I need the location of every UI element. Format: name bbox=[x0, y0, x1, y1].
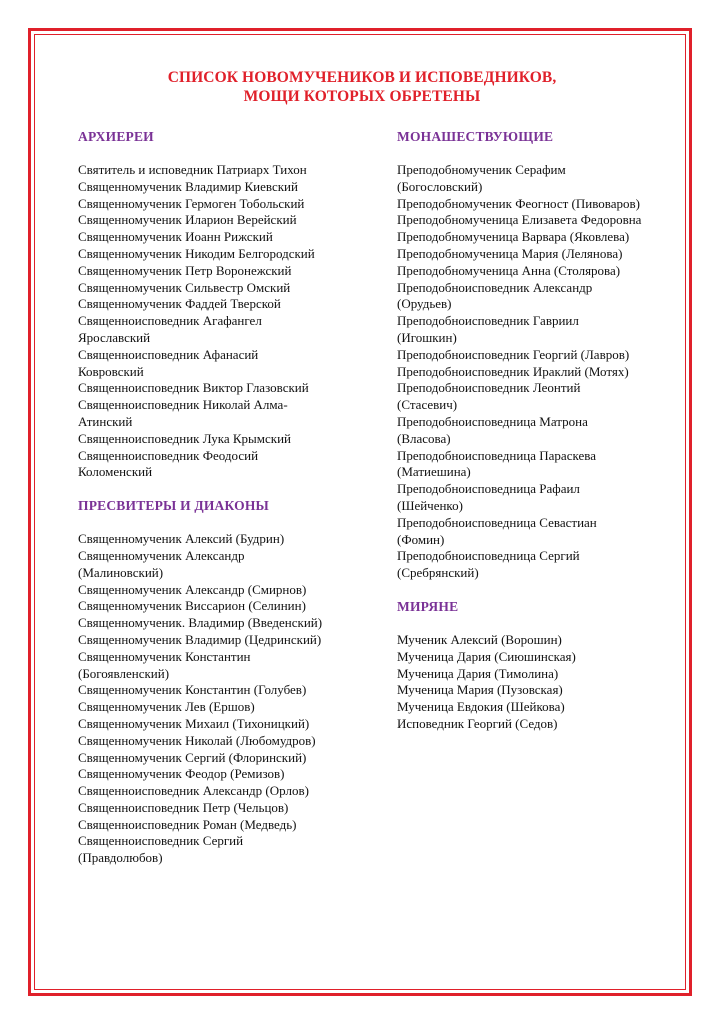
list-item-line: Священномученик. Владимир (Введенский) bbox=[78, 615, 323, 631]
list-item bbox=[78, 162, 378, 179]
list-item-line: (Игошкин) bbox=[397, 329, 457, 345]
list-item-line: Мученик Алексий (Ворошин) bbox=[397, 631, 562, 647]
list-item-line: (Богословский) bbox=[397, 178, 483, 194]
page-title-line-1: СПИСОК НОВОМУЧЕНИКОВ И ИСПОВЕДНИКОВ, bbox=[167, 69, 557, 86]
list-item bbox=[397, 649, 687, 666]
list-item-line: Мученица Мария (Пузовская) bbox=[397, 682, 563, 698]
list-item bbox=[78, 431, 378, 448]
section-heading-monastics: МОНАШЕСТВУЮЩИЕ bbox=[397, 129, 554, 144]
list-item-line: (Богоявленский) bbox=[78, 665, 170, 681]
list-item-line: Атинский bbox=[78, 413, 133, 429]
list-item bbox=[78, 263, 378, 280]
list-item bbox=[78, 800, 378, 817]
list-item bbox=[78, 229, 378, 246]
list-item bbox=[397, 515, 687, 549]
right-column bbox=[397, 128, 687, 749]
list-item bbox=[397, 196, 687, 213]
list-item-line: Священноисповедник Роман (Медведь) bbox=[78, 816, 297, 832]
list-item-line: (Правдолюбов) bbox=[78, 850, 163, 866]
list-item-line: Священномученик Феодор (Ремизов) bbox=[78, 766, 285, 782]
left-column bbox=[78, 128, 378, 883]
list-item bbox=[78, 548, 378, 582]
list-item bbox=[78, 615, 378, 632]
list-item-line: Священномученик Гермоген Тобольский bbox=[78, 195, 305, 211]
list-item-line: Священномученик Владимир (Цедринский) bbox=[78, 631, 322, 647]
section-heading-presbyters: ПРЕСВИТЕРЫ И ДИАКОНЫ bbox=[78, 498, 270, 514]
list-monastics bbox=[397, 162, 687, 582]
list-item-line: (Шейченко) bbox=[397, 497, 463, 513]
list-item-line: (Стасевич) bbox=[397, 397, 458, 413]
list-item-line: Священномученик Фаддей Тверской bbox=[78, 296, 281, 312]
list-item bbox=[397, 229, 687, 246]
list-archiereys bbox=[78, 162, 378, 481]
list-item bbox=[78, 750, 378, 767]
list-item-line: Преподобномученик Серафим bbox=[397, 162, 566, 177]
list-item bbox=[78, 733, 378, 750]
list-item bbox=[397, 246, 687, 263]
list-item bbox=[397, 347, 687, 364]
list-item-line: Преподобноисповедница Рафаил bbox=[397, 481, 580, 497]
list-item-line: Священномученик Александр bbox=[78, 547, 245, 563]
list-item-line: Священномученик Иларион Верейский bbox=[78, 212, 297, 228]
list-item-line: Священноисповедник Феодосий bbox=[78, 447, 259, 463]
list-item-line: (Орудьев) bbox=[397, 296, 452, 312]
list-item bbox=[397, 716, 687, 733]
list-item bbox=[397, 481, 687, 515]
list-item-line: Священномученик Владимир Киевский bbox=[78, 178, 298, 194]
list-item bbox=[78, 699, 378, 716]
list-item bbox=[78, 531, 378, 548]
list-item-line: Исповедник Георгий (Седов) bbox=[397, 715, 558, 731]
list-item bbox=[397, 632, 687, 649]
list-item-line: Преподобноисповедница Матрона bbox=[397, 413, 588, 429]
list-item bbox=[78, 397, 378, 431]
list-item-line: Преподобномученица Мария (Лелянова) bbox=[397, 245, 623, 261]
list-item bbox=[78, 380, 378, 397]
list-item bbox=[78, 296, 378, 313]
list-item-line: Священномученик Никодим Белгородский bbox=[78, 245, 315, 261]
list-item-line: Священномученик Сильвестр Омский bbox=[78, 279, 291, 295]
list-item bbox=[397, 666, 687, 683]
list-item bbox=[397, 414, 687, 448]
list-item-line: Мученица Евдокия (Шейкова) bbox=[397, 699, 565, 715]
list-item bbox=[78, 313, 378, 347]
list-item-line: (Фомин) bbox=[397, 531, 445, 547]
list-item-line: Священномученик Алексий (Будрин) bbox=[78, 531, 285, 547]
list-item-line: Священномученик Константин bbox=[78, 648, 251, 664]
page-title-line-2: МОЩИ КОТОРЫХ ОБРЕТЕНЫ bbox=[243, 88, 481, 105]
list-item bbox=[78, 598, 378, 615]
list-item bbox=[397, 699, 687, 716]
list-item-line: Священномученик Виссарион (Селинин) bbox=[78, 598, 306, 614]
list-item-line: Священноисповедник Петр (Чельцов) bbox=[78, 799, 289, 815]
list-item-line: Коломенский bbox=[78, 464, 153, 480]
list-item-line: Святитель и исповедник Патриарх Тихон bbox=[78, 162, 307, 177]
list-item-line: Преподобномученица Варвара (Яковлева) bbox=[397, 229, 630, 245]
list-item-line: Священномученик Сергий (Флоринский) bbox=[78, 749, 307, 765]
list-item bbox=[78, 716, 378, 733]
list-item-line: Мученица Дария (Сиюшинская) bbox=[397, 648, 576, 664]
list-item-line: Священномученик Михаил (Тихоницкий) bbox=[78, 715, 310, 731]
list-item bbox=[78, 280, 378, 297]
list-item-line: Священноисповедник Лука Крымский bbox=[78, 430, 292, 446]
list-item bbox=[397, 448, 687, 482]
list-item bbox=[78, 833, 378, 867]
list-item-line: Священноисповедник Афанасий bbox=[78, 346, 259, 362]
list-item-line: Преподобноисповедник Георгий (Лавров) bbox=[397, 346, 630, 362]
list-item-line: Священноисповедник Николай Алма- bbox=[78, 397, 288, 413]
list-item-line: (Малиновский) bbox=[78, 564, 164, 580]
list-item bbox=[78, 582, 378, 599]
list-item-line: Преподобномученик Феогност (Пивоваров) bbox=[397, 195, 640, 211]
list-item-line: Священномученик Александр (Смирнов) bbox=[78, 581, 307, 597]
list-item-line: Священноисповедник Агафангел bbox=[78, 313, 262, 329]
list-item bbox=[78, 783, 378, 800]
list-item-line: Преподобноисповедник Ираклий (Мотях) bbox=[397, 363, 629, 379]
list-item bbox=[78, 649, 378, 683]
list-item-line: Преподобноисповедница Сергий bbox=[397, 548, 580, 564]
list-item-line: Священномученик Николай (Любомудров) bbox=[78, 732, 316, 748]
list-item-line: Священноисповедник Виктор Глазовский bbox=[78, 380, 309, 396]
list-presbyters bbox=[78, 531, 378, 867]
list-item bbox=[397, 162, 687, 196]
list-item bbox=[78, 196, 378, 213]
list-item bbox=[397, 263, 687, 280]
list-item bbox=[397, 313, 687, 347]
list-item bbox=[78, 817, 378, 834]
list-item-line: Священномученик Константин (Голубев) bbox=[78, 682, 307, 698]
list-item-line: Священноисповедник Александр (Орлов) bbox=[78, 783, 309, 799]
page-title bbox=[40, 68, 684, 106]
list-item bbox=[397, 380, 687, 414]
section-heading-archiereys: АРХИЕРЕИ bbox=[78, 129, 154, 144]
list-item bbox=[397, 280, 687, 314]
list-item-line: Преподобноисповедница Параскева bbox=[397, 447, 596, 463]
list-item bbox=[78, 632, 378, 649]
list-item bbox=[78, 682, 378, 699]
list-item bbox=[78, 347, 378, 381]
list-item-line: Преподобноисповедник Гавриил bbox=[397, 313, 579, 329]
list-item-line: Мученица Дария (Тимолина) bbox=[397, 665, 559, 681]
list-item-line: (Сребрянский) bbox=[397, 565, 479, 581]
list-item-line: Ковровский bbox=[78, 363, 144, 379]
list-item-line: (Матиешина) bbox=[397, 464, 471, 480]
list-item-line: Священномученик Петр Воронежский bbox=[78, 262, 292, 278]
list-item-line: Преподобноисповедник Александр bbox=[397, 279, 593, 295]
section-heading-laity: МИРЯНЕ bbox=[397, 598, 459, 614]
list-item-line: Ярославский bbox=[78, 329, 151, 345]
list-item-line: (Власова) bbox=[397, 430, 451, 446]
list-item-line: Священномученик Иоанн Рижский bbox=[78, 229, 273, 245]
list-item-line: Преподобноисповедница Севастиан bbox=[397, 514, 597, 530]
list-item bbox=[397, 212, 687, 229]
list-item bbox=[78, 246, 378, 263]
list-item bbox=[397, 682, 687, 699]
list-item-line: Преподобноисповедник Леонтий bbox=[397, 380, 581, 396]
list-laity bbox=[397, 632, 687, 733]
list-item bbox=[78, 766, 378, 783]
list-item bbox=[397, 548, 687, 582]
list-item bbox=[78, 179, 378, 196]
list-item bbox=[397, 364, 687, 381]
list-item bbox=[78, 212, 378, 229]
list-item-line: Преподобномученица Анна (Столярова) bbox=[397, 262, 621, 278]
list-item-line: Священномученик Лев (Ершов) bbox=[78, 699, 255, 715]
list-item-line: Преподобномученица Елизавета Федоровна bbox=[397, 212, 642, 228]
list-item-line: Священноисповедник Сергий bbox=[78, 833, 244, 849]
list-item bbox=[78, 448, 378, 482]
